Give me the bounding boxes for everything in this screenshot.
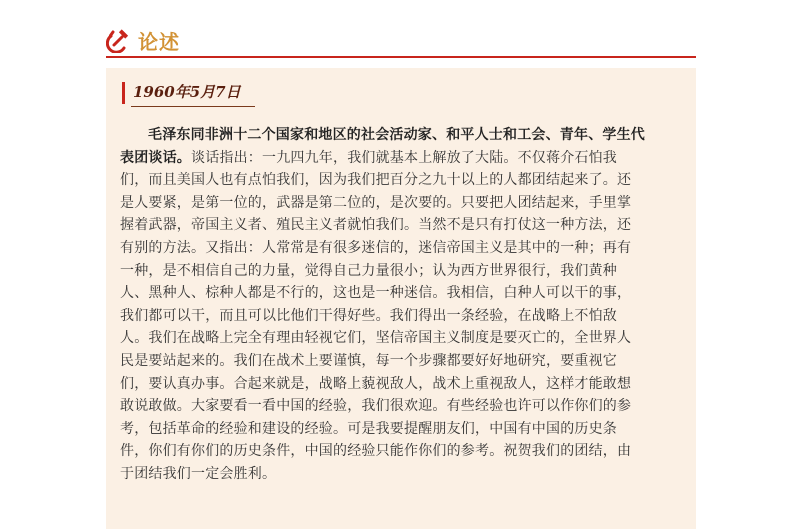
- entry-body: [120, 124, 686, 486]
- hammer-and-sickle-icon: [106, 29, 130, 53]
- body-line: 考，包括革命的经验和建设的经验。可是我要提醒朋友们，中国有中国的历史条: [120, 420, 617, 437]
- body-line: 是人要紧，是第一位的，武器是第二位的，是次要的。只要把人团结起来，手里掌: [120, 194, 632, 211]
- date-marker-bar: [122, 82, 125, 104]
- entry-date: 1960年5月7日: [133, 83, 241, 101]
- section-header: [106, 28, 696, 58]
- body-line: 有别的方法。又指出：人常常是有很多迷信的，迷信帝国主义是其中的一种；再有: [120, 239, 632, 256]
- body-line: 人。我们在战略上完全有理由轻视它们，坚信帝国主义制度是要灭亡的，全世界人: [120, 330, 632, 347]
- body-line: [120, 147, 686, 170]
- entry-card: [106, 68, 696, 529]
- body-line-text: 谈话指出：一九四九年，我们就基本上解放了大陆。不仅蒋介石怕我: [191, 149, 617, 166]
- body-line: 敢说敢做。大家要看一看中国的经验，我们很欢迎。有些经验也许可以作你们的参: [120, 398, 632, 415]
- body-line: 于团结我们一定会胜利。: [120, 465, 277, 482]
- date-underline: [131, 106, 255, 107]
- lead-sentence-continued: 表团谈话。: [120, 149, 191, 166]
- body-line: 民是要站起来的。我们在战术上要谨慎，每一个步骤都要好好地研究，要重视它: [120, 352, 617, 369]
- body-line: 我们都可以干，而且可以比他们干得好些。我们得出一条经验，在战略上不怕敌: [120, 307, 617, 324]
- body-line: 一种，是不相信自己的力量，觉得自己力量很小；认为西方世界很行，我们黄种: [120, 262, 617, 279]
- body-line: 们，而且美国人也有点怕我们，因为我们把百分之九十以上的人都团结起来了。还: [120, 172, 632, 189]
- lead-sentence: 毛泽东同非洲十二个国家和地区的社会活动家、和平人士和工会、青年、学生代: [148, 127, 645, 143]
- body-line: 握着武器，帝国主义者、殖民主义者就怕我们。当然不是只有打仗这一种方法，还: [120, 217, 632, 234]
- body-line: 件，你们有你们的历史条件，中国的经验只能作你们的参考。祝贺我们的团结，由: [120, 443, 632, 460]
- body-line: 们，要认真办事。合起来就是，战略上藐视敌人，战术上重视敌人，这样才能敢想: [120, 375, 632, 392]
- section-title: 论述: [138, 30, 180, 54]
- body-line: 人、黑种人、棕种人都是不行的，这也是一种迷信。我相信，白种人可以干的事，: [120, 285, 632, 302]
- date-heading: [122, 80, 242, 108]
